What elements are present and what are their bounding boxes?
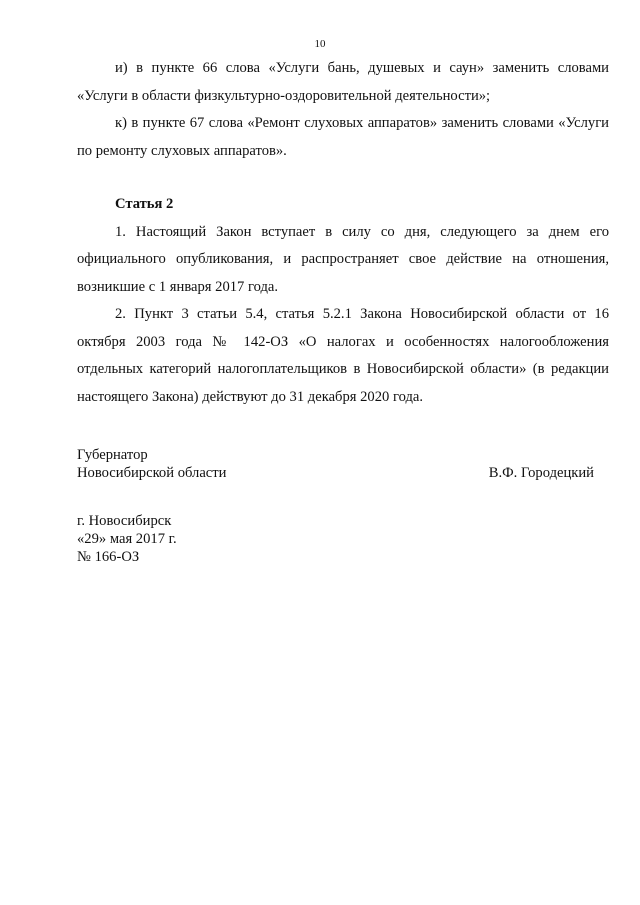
amendment-items xyxy=(77,55,609,165)
signatory-title-line-2: Новосибирской области xyxy=(77,465,227,481)
signature-block xyxy=(77,446,594,482)
signatory-title-line-1: Губернатор xyxy=(77,447,148,463)
place-city: г. Новосибирск xyxy=(77,513,172,529)
signatory-name: В.Ф. Городецкий xyxy=(488,465,594,481)
article-paragraph-2: 2. Пункт 3 статьи 5.4, статья 5.2.1 Закона Новосибирской области от 16 октября 2003 года № 142-ОЗ «О налогах и особенностях налогообложения отдельных категорий налогоплательщиков в Новосибирской области» (в редакции настоящего Закона) действуют до 31 декабря 2020 года. xyxy=(77,306,609,405)
place-date-block xyxy=(77,512,177,566)
article-heading: Статья 2 xyxy=(115,196,174,212)
law-number: № 166-ОЗ xyxy=(77,549,140,565)
signing-date: «29» мая 2017 г. xyxy=(77,531,177,547)
amendment-item-i: и) в пункте 66 слова «Услуги бань, душевых и саун» заменить словами «Услуги в области физкультурно-оздоровительной деятельности»; xyxy=(77,60,609,104)
amendment-item-k: к) в пункте 67 слова «Ремонт слуховых аппаратов» заменить словами «Услуги по ремонту слуховых аппаратов». xyxy=(77,115,609,159)
article-2 xyxy=(77,191,609,411)
article-paragraph-1: 1. Настоящий Закон вступает в силу со дня, следующего за днем его официального опубликования, и распространяет свое действие на отношения, возникшие с 1 января 2017 года. xyxy=(77,223,609,295)
page-number: 10 xyxy=(314,38,326,50)
